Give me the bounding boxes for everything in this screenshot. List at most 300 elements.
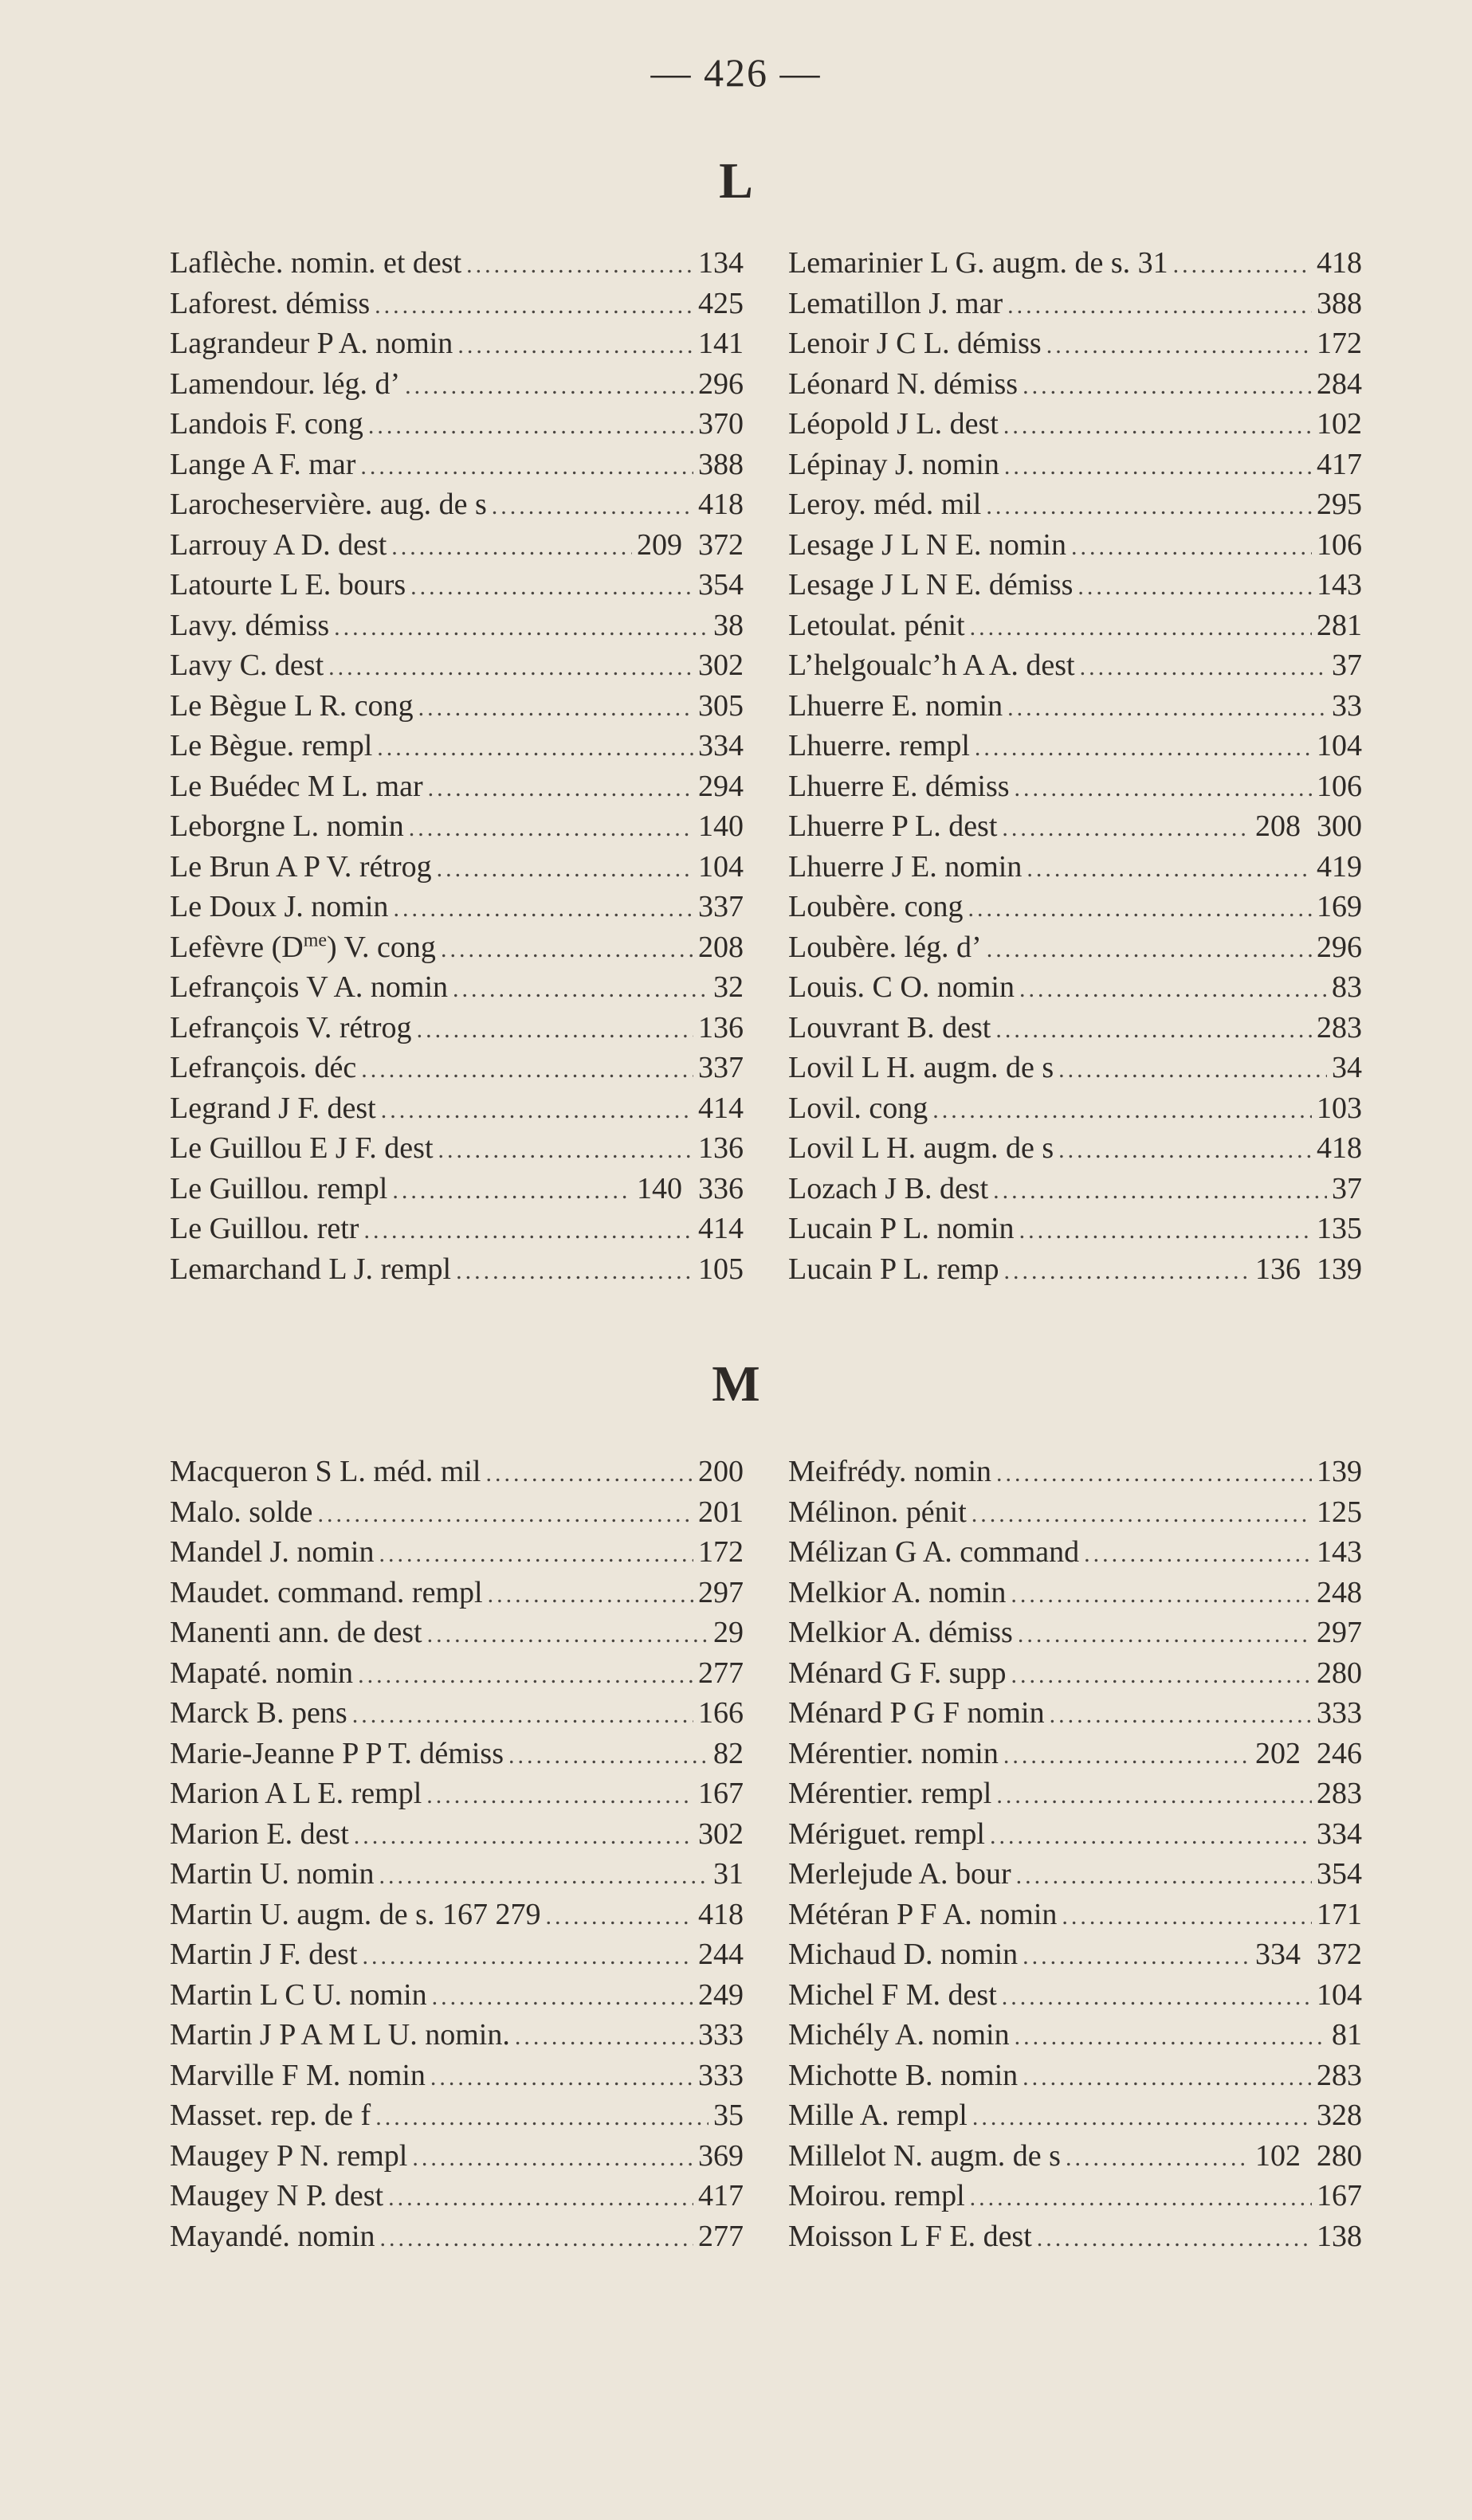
index-entry bbox=[170, 1814, 744, 1855]
entry-name: Lenoir J C L. démiss bbox=[788, 327, 1042, 360]
index-entry bbox=[170, 2015, 744, 2056]
page-ref: 244 bbox=[698, 1938, 744, 1971]
page-refs bbox=[1317, 404, 1362, 444]
entry-name: Macqueron S L. méd. mil bbox=[170, 1455, 481, 1488]
entry-name: Masset. rep. de f bbox=[170, 2099, 371, 2132]
dot-leader bbox=[1004, 1252, 1250, 1291]
page-ref: 369 bbox=[698, 2138, 744, 2173]
dot-leader bbox=[1019, 970, 1327, 1009]
page-refs bbox=[1317, 364, 1362, 404]
dot-leader bbox=[1058, 1131, 1312, 1170]
dot-leader bbox=[426, 1776, 693, 1816]
dot-leader bbox=[545, 1897, 693, 1937]
page-ref: 104 bbox=[1317, 729, 1362, 762]
page-refs bbox=[1317, 726, 1362, 766]
page-refs bbox=[698, 1452, 744, 1491]
page-ref: 302 bbox=[698, 649, 744, 682]
dot-leader bbox=[1037, 2219, 1312, 2259]
index-entry bbox=[788, 323, 1362, 364]
page-refs bbox=[1332, 2015, 1362, 2055]
page-ref: 134 bbox=[698, 246, 744, 280]
entry-name: Moisson L F E. dest bbox=[788, 2219, 1032, 2253]
page-refs bbox=[698, 645, 744, 685]
page-refs bbox=[698, 2136, 744, 2176]
page-ref: 418 bbox=[698, 1897, 744, 1931]
dot-leader bbox=[375, 2098, 709, 2138]
index-entry bbox=[170, 1573, 744, 1613]
dot-leader bbox=[393, 889, 693, 929]
index-entry bbox=[788, 1128, 1362, 1169]
index-entry bbox=[170, 323, 744, 364]
entry-name: Letoulat. pénit bbox=[788, 608, 965, 642]
dot-leader bbox=[428, 769, 693, 809]
entry-name: Lhuerre P L. dest bbox=[788, 809, 998, 843]
page-ref: 372 bbox=[1317, 1938, 1362, 1971]
dot-leader bbox=[986, 487, 1312, 527]
dot-leader bbox=[368, 406, 693, 446]
page-refs bbox=[698, 404, 744, 444]
page-refs bbox=[1255, 806, 1362, 846]
page-refs bbox=[1332, 967, 1362, 1007]
entry-name: Millelot N. augm. de s bbox=[788, 2138, 1061, 2173]
page-ref: 83 bbox=[1332, 970, 1362, 1004]
page-ref: 333 bbox=[698, 2058, 744, 2092]
entry-name: Larrouy A D. dest bbox=[170, 527, 387, 562]
page-refs bbox=[637, 1169, 744, 1209]
index-entry bbox=[788, 1693, 1362, 1734]
dot-leader bbox=[363, 1211, 693, 1251]
page-ref: 425 bbox=[698, 286, 744, 320]
entry-name: Mérentier. nomin bbox=[788, 1736, 999, 1770]
page-ref: 328 bbox=[1317, 2099, 1362, 2132]
index-entry bbox=[170, 404, 744, 445]
entry-name: Lesage J L N E. nomin bbox=[788, 527, 1066, 562]
dot-leader bbox=[438, 1131, 694, 1170]
index-entry bbox=[170, 1773, 744, 1814]
page-ref: 171 bbox=[1317, 1897, 1362, 1931]
index-entry bbox=[170, 2176, 744, 2216]
index-entry bbox=[788, 1573, 1362, 1613]
page-ref: 31 bbox=[713, 1857, 744, 1891]
index-entry bbox=[788, 766, 1362, 807]
page-ref: 370 bbox=[698, 407, 744, 441]
index-column-m-right bbox=[788, 1452, 1362, 2256]
page-ref: 106 bbox=[1317, 769, 1362, 803]
entry-name: Lefrançois V A. nomin bbox=[170, 970, 448, 1004]
entry-name: Maudet. command. rempl bbox=[170, 1575, 483, 1609]
dot-leader bbox=[1026, 849, 1312, 889]
index-entry bbox=[788, 445, 1362, 485]
dot-leader bbox=[1002, 1977, 1312, 2017]
page-ref: 354 bbox=[1317, 1857, 1362, 1891]
page-refs bbox=[1317, 1854, 1362, 1894]
page-ref: 82 bbox=[713, 1736, 744, 1770]
page-refs bbox=[1317, 2056, 1362, 2095]
entry-name: Louis. C O. nomin bbox=[788, 970, 1015, 1004]
page-ref: 139 bbox=[1317, 1252, 1362, 1286]
dot-leader bbox=[972, 2098, 1312, 2138]
dot-leader bbox=[488, 1575, 693, 1615]
entry-name: Michaud D. nomin bbox=[788, 1938, 1019, 1971]
index-entry bbox=[170, 1975, 744, 2016]
entry-name: Marion E. dest bbox=[170, 1817, 349, 1851]
index-entry bbox=[170, 2056, 744, 2096]
page-refs bbox=[698, 1653, 744, 1693]
dot-leader bbox=[970, 2178, 1312, 2218]
page-ref: 141 bbox=[698, 327, 744, 360]
dot-leader bbox=[430, 2058, 693, 2098]
page-ref: 102 bbox=[1255, 2138, 1301, 2173]
index-entry bbox=[170, 1169, 744, 1209]
page-refs bbox=[713, 2095, 744, 2135]
page-refs bbox=[637, 525, 744, 565]
index-entry bbox=[170, 726, 744, 766]
entry-name: Maugey P N. rempl bbox=[170, 2138, 408, 2173]
entry-name: Malo. solde bbox=[170, 1495, 313, 1529]
page-ref: 169 bbox=[1317, 890, 1362, 923]
dot-leader bbox=[391, 527, 632, 567]
page-refs bbox=[698, 565, 744, 605]
page-ref: 140 bbox=[637, 1171, 682, 1205]
index-entry bbox=[788, 364, 1362, 405]
page-refs bbox=[698, 1088, 744, 1128]
index-entry bbox=[170, 967, 744, 1008]
entry-name: Léopold J L. dest bbox=[788, 407, 999, 441]
page-refs bbox=[1317, 1088, 1362, 1128]
page-refs bbox=[1317, 1008, 1362, 1048]
entry-name: Martin J F. dest bbox=[170, 1938, 358, 1971]
entry-name: Léonard N. démiss bbox=[788, 366, 1019, 401]
page-refs bbox=[698, 2056, 744, 2095]
dot-leader bbox=[1019, 1211, 1312, 1251]
page-refs bbox=[698, 2176, 744, 2216]
dot-leader bbox=[354, 1817, 693, 1856]
index-entry bbox=[788, 284, 1362, 324]
entry-name: Mériguet. rempl bbox=[788, 1817, 985, 1851]
page-refs bbox=[1317, 1492, 1362, 1532]
page-ref: 337 bbox=[698, 1051, 744, 1084]
index-entry bbox=[170, 1209, 744, 1249]
page-ref: 337 bbox=[698, 890, 744, 923]
dot-leader bbox=[352, 1695, 693, 1735]
page-refs bbox=[1317, 525, 1362, 565]
page-refs bbox=[698, 364, 744, 404]
index-entry bbox=[170, 2136, 744, 2177]
dot-leader bbox=[1023, 366, 1312, 406]
index-entry bbox=[170, 1653, 744, 1694]
page-ref: 277 bbox=[698, 2219, 744, 2253]
page-ref: 200 bbox=[698, 1455, 744, 1488]
page-refs bbox=[698, 927, 744, 967]
entry-name: L’helgoualc’h A A. dest bbox=[788, 649, 1075, 682]
dot-leader bbox=[1058, 1050, 1327, 1090]
index-entry bbox=[788, 1653, 1362, 1694]
page-refs bbox=[698, 1934, 744, 1974]
entry-name: Lozach J B. dest bbox=[788, 1171, 989, 1205]
index-entry bbox=[788, 927, 1362, 968]
entry-name: Lhuerre. rempl bbox=[788, 729, 970, 762]
page-number: — 426 — bbox=[650, 50, 822, 95]
page-refs bbox=[698, 887, 744, 927]
index-entry bbox=[788, 2015, 1362, 2056]
dot-leader bbox=[363, 1937, 693, 1977]
entry-name: Meifrédy. nomin bbox=[788, 1455, 992, 1488]
page-refs bbox=[698, 766, 744, 806]
entry-name: Le Bègue. rempl bbox=[170, 729, 373, 762]
page-refs bbox=[1317, 1975, 1362, 2015]
entry-name: Leroy. méd. mil bbox=[788, 488, 982, 521]
page-refs bbox=[1317, 565, 1362, 605]
index-entry bbox=[170, 1492, 744, 1533]
page-ref: 104 bbox=[698, 849, 744, 884]
index-entry bbox=[170, 847, 744, 888]
entry-name: Laflèche. nomin. et dest bbox=[170, 246, 462, 280]
page-ref: 281 bbox=[1317, 608, 1362, 642]
dot-leader bbox=[412, 2138, 693, 2178]
page-ref: 388 bbox=[1317, 286, 1362, 320]
dot-leader bbox=[1023, 2058, 1312, 2098]
dot-leader bbox=[996, 1454, 1312, 1494]
index-entry bbox=[170, 1934, 744, 1975]
dot-leader bbox=[328, 648, 693, 688]
dot-leader bbox=[1015, 769, 1312, 809]
dot-leader bbox=[1080, 648, 1327, 688]
dot-leader bbox=[375, 286, 693, 326]
dot-leader bbox=[515, 2017, 693, 2057]
entry-name: Legrand J F. dest bbox=[170, 1091, 376, 1125]
dot-leader bbox=[409, 809, 693, 848]
index-entry bbox=[170, 1249, 744, 1290]
entry-name: Larocheservière. aug. de s bbox=[170, 488, 487, 521]
index-entry bbox=[788, 404, 1362, 445]
dot-leader bbox=[968, 889, 1312, 929]
page-refs bbox=[1317, 1895, 1362, 1934]
page-refs bbox=[698, 243, 744, 283]
entry-name: Lovil. cong bbox=[788, 1091, 928, 1125]
index-entry bbox=[170, 525, 744, 566]
page-refs bbox=[1317, 284, 1362, 323]
page-refs bbox=[1332, 686, 1362, 726]
page-refs bbox=[1317, 1814, 1362, 1854]
index-entry bbox=[170, 243, 744, 284]
page-ref: 208 bbox=[698, 930, 744, 964]
page-ref: 143 bbox=[1317, 568, 1362, 602]
dot-leader bbox=[361, 1050, 693, 1090]
index-entry bbox=[170, 927, 744, 968]
index-entry bbox=[170, 645, 744, 686]
page-refs bbox=[1317, 1653, 1362, 1693]
index-entry bbox=[788, 1734, 1362, 1774]
dot-leader bbox=[1023, 1937, 1250, 1977]
page-ref: 103 bbox=[1317, 1091, 1362, 1125]
index-entry bbox=[788, 1088, 1362, 1129]
page-ref: 297 bbox=[1317, 1616, 1362, 1649]
page-refs bbox=[713, 1613, 744, 1652]
page-ref: 249 bbox=[698, 1977, 744, 2012]
index-entry bbox=[788, 1249, 1362, 1290]
entry-name: Michel F M. dest bbox=[788, 1977, 997, 2012]
index-entry bbox=[788, 2095, 1362, 2136]
dot-leader bbox=[995, 1010, 1312, 1050]
entry-name: Lavy C. dest bbox=[170, 649, 324, 682]
page-refs bbox=[713, 1854, 744, 1894]
index-entry bbox=[170, 766, 744, 807]
page-ref: 354 bbox=[698, 568, 744, 602]
page-refs bbox=[1317, 484, 1362, 524]
page-ref: 296 bbox=[1317, 930, 1362, 964]
dot-leader bbox=[1003, 406, 1312, 446]
page-ref: 334 bbox=[698, 729, 744, 762]
dot-leader bbox=[1011, 1656, 1313, 1695]
dot-leader bbox=[972, 1495, 1312, 1534]
index-entry bbox=[788, 847, 1362, 888]
dot-leader bbox=[993, 1171, 1327, 1211]
page-ref: 302 bbox=[698, 1817, 744, 1851]
page-ref: 418 bbox=[698, 488, 744, 521]
index-entry bbox=[170, 1854, 744, 1895]
page-refs bbox=[1317, 323, 1362, 363]
dot-leader bbox=[1004, 447, 1312, 487]
index-entry bbox=[788, 1854, 1362, 1895]
entry-name: Ménard G F. supp bbox=[788, 1656, 1007, 1690]
dot-leader bbox=[1173, 245, 1312, 285]
index-entry bbox=[788, 967, 1362, 1008]
page-ref: 280 bbox=[1317, 2138, 1362, 2173]
page-ref: 248 bbox=[1317, 1575, 1362, 1609]
page-ref: 143 bbox=[1317, 1535, 1362, 1569]
index-entry bbox=[170, 364, 744, 405]
entry-name: Mille A. rempl bbox=[788, 2099, 968, 2132]
entry-name: Maugey N P. dest bbox=[170, 2179, 384, 2212]
dot-leader bbox=[381, 1091, 693, 1131]
page-refs bbox=[1317, 1773, 1362, 1813]
dot-leader bbox=[1084, 1534, 1312, 1574]
entry-name: Lucain P L. remp bbox=[788, 1252, 999, 1286]
dot-leader bbox=[1003, 1736, 1250, 1776]
index-entry bbox=[788, 606, 1362, 646]
index-entry bbox=[170, 2216, 744, 2257]
page-refs bbox=[713, 967, 744, 1007]
index-entry bbox=[788, 1814, 1362, 1855]
page-refs bbox=[1317, 847, 1362, 887]
index-entry bbox=[788, 1975, 1362, 2016]
page-refs bbox=[1317, 1209, 1362, 1248]
index-entry bbox=[170, 606, 744, 646]
index-entry bbox=[170, 1088, 744, 1129]
entry-name: Loubère. lég. d’ bbox=[788, 930, 982, 964]
page-ref: 202 bbox=[1255, 1736, 1301, 1770]
entry-name: Michotte B. nomin bbox=[788, 2058, 1019, 2092]
page-refs bbox=[1332, 1169, 1362, 1209]
dot-leader bbox=[334, 608, 709, 648]
page-ref: 418 bbox=[1317, 1131, 1362, 1165]
entry-name: Le Brun A P V. rétrog bbox=[170, 849, 432, 884]
page-ref: 284 bbox=[1317, 366, 1362, 401]
page-refs bbox=[698, 284, 744, 323]
page-ref: 32 bbox=[713, 970, 744, 1004]
page-ref: 138 bbox=[1317, 2219, 1362, 2253]
page-refs bbox=[698, 484, 744, 524]
page-ref: 29 bbox=[713, 1616, 744, 1649]
dot-leader bbox=[466, 245, 693, 285]
index-column-l-right bbox=[788, 243, 1362, 1289]
page-refs bbox=[1317, 2216, 1362, 2256]
index-entry bbox=[788, 1895, 1362, 1935]
page-ref: 104 bbox=[1317, 1977, 1362, 2012]
entry-name: Mérentier. rempl bbox=[788, 1777, 992, 1810]
dot-leader bbox=[1050, 1695, 1312, 1735]
index-entry bbox=[170, 1008, 744, 1048]
dot-leader bbox=[1078, 567, 1312, 607]
dot-leader bbox=[485, 1454, 693, 1494]
page-ref: 167 bbox=[1317, 2179, 1362, 2212]
page-refs bbox=[698, 1492, 744, 1532]
index-entry bbox=[170, 1693, 744, 1734]
index-entry bbox=[170, 1452, 744, 1492]
page-ref: 140 bbox=[698, 809, 744, 843]
section-letter-m: M bbox=[712, 1355, 760, 1412]
dot-leader bbox=[492, 487, 693, 527]
page-ref: 305 bbox=[698, 688, 744, 723]
page-refs bbox=[698, 1693, 744, 1733]
entry-name: Lucain P L. nomin bbox=[788, 1212, 1015, 1245]
page-ref: 136 bbox=[1255, 1252, 1301, 1286]
entry-name: Melkior A. nomin bbox=[788, 1575, 1007, 1609]
dot-leader bbox=[417, 1010, 693, 1050]
entry-name: Lemarinier L G. augm. de s. 31 bbox=[788, 246, 1168, 280]
index-entry bbox=[170, 1048, 744, 1088]
entry-name: Météran P F A. nomin bbox=[788, 1897, 1058, 1931]
entry-name: Lematillon J. mar bbox=[788, 286, 1003, 320]
dot-leader bbox=[1046, 326, 1312, 366]
index-entry bbox=[170, 1734, 744, 1774]
dot-leader bbox=[975, 728, 1312, 768]
index-entry bbox=[788, 1492, 1362, 1533]
index-entry bbox=[170, 806, 744, 847]
page-ref: 283 bbox=[1317, 1777, 1362, 1810]
index-entry bbox=[788, 2176, 1362, 2216]
page-refs bbox=[698, 1773, 744, 1813]
page-ref: 167 bbox=[698, 1777, 744, 1810]
dot-leader bbox=[1018, 1615, 1312, 1655]
page-refs bbox=[698, 1209, 744, 1248]
entry-name: Mapaté. nomin bbox=[170, 1656, 354, 1690]
entry-name: Michély A. nomin bbox=[788, 2018, 1010, 2052]
page-ref: 139 bbox=[1317, 1455, 1362, 1488]
page-ref: 333 bbox=[1317, 1696, 1362, 1730]
page-ref: 294 bbox=[698, 769, 744, 803]
page-refs bbox=[698, 1128, 744, 1168]
index-entry bbox=[788, 1008, 1362, 1048]
entry-name: Merlejude A. bour bbox=[788, 1857, 1011, 1891]
dot-leader bbox=[1016, 1856, 1312, 1896]
page-refs bbox=[698, 847, 744, 887]
dot-leader bbox=[432, 1977, 693, 2017]
index-entry bbox=[170, 887, 744, 927]
entry-name: Landois F. cong bbox=[170, 407, 363, 441]
index-entry bbox=[788, 1209, 1362, 1249]
page-ref: 283 bbox=[1317, 1010, 1362, 1044]
entry-name: Martin U. nomin bbox=[170, 1857, 375, 1891]
page-refs bbox=[1317, 927, 1362, 967]
entry-name: Le Guillou E J F. dest bbox=[170, 1131, 434, 1165]
dot-leader bbox=[932, 1091, 1312, 1131]
index-entry bbox=[788, 2056, 1362, 2096]
entry-name: Lamendour. lég. d’ bbox=[170, 366, 401, 401]
entry-name: Lagrandeur P A. nomin bbox=[170, 327, 453, 360]
page-ref: 209 bbox=[637, 527, 682, 562]
entry-name: Lovil L H. augm. de s bbox=[788, 1051, 1054, 1084]
